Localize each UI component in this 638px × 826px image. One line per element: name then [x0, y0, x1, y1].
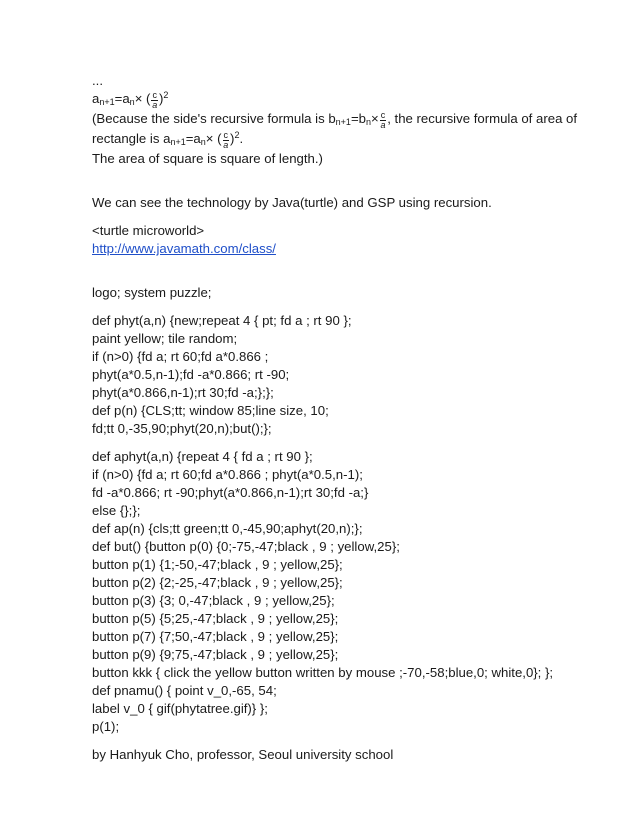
technology-line: We can see the technology by Java(turtle) and GSP using recursion.: [92, 195, 492, 210]
javamath-link[interactable]: http://www.javamath.com/class/: [92, 241, 276, 256]
document-page: [92, 72, 578, 764]
code-line: def phyt(a,n) {new;repeat 4 { pt; fd a ; rt 90 };: [92, 313, 352, 328]
code-line: phyt(a*0.5,n-1);fd -a*0.866; rt -90;: [92, 367, 290, 382]
formula-frac-den: a: [152, 100, 158, 110]
code-line: button p(2) {2;-25,-47;black , 9 ; yellow,25};: [92, 575, 343, 590]
spacer: [92, 736, 562, 746]
formula-frac-num: c: [152, 90, 157, 100]
explanation-2-mid: =a: [185, 131, 201, 146]
explanation-1-prefix: (Because the side's recursive formula is b: [92, 111, 336, 126]
code-line: label v_0 { gif(phytatree.gif)} };: [92, 701, 268, 716]
formula-close: ): [158, 91, 164, 106]
code-line: button p(7) {7;50,-47;black , 9 ; yellow,25};: [92, 629, 339, 644]
recursive-area-formula: [92, 90, 562, 110]
explanation-2-power: 2: [234, 130, 240, 140]
spacer: [92, 302, 562, 312]
explanation-1-mid2: ×: [371, 111, 379, 126]
formula-a1: a: [92, 91, 100, 106]
code-line: else {};};: [92, 503, 141, 518]
explanation-2-frac-den: a: [223, 140, 229, 150]
explanation-1-frac-num: c: [380, 110, 386, 120]
formula-sub-n: n: [129, 97, 135, 107]
explanation-2-times: × (: [205, 131, 222, 146]
turtle-heading: <turtle microworld>: [92, 223, 205, 238]
code-line: paint yellow; tile random;: [92, 331, 238, 346]
code-block-phyt: [92, 312, 562, 438]
explanation-2-sub-n1: n+1: [170, 137, 186, 147]
explanation-2-end: .: [239, 131, 244, 146]
explanation-1-mid1: =b: [350, 111, 366, 126]
formula-times: × (: [134, 91, 151, 106]
code-line: def ap(n) {cls;tt green;tt 0,-45,90;aphyt(20,n);};: [92, 521, 363, 536]
spacer: [92, 168, 562, 194]
code-line: def pnamu() { point v_0,-65, 54;: [92, 683, 277, 698]
spacer: [92, 258, 562, 284]
spacer: [92, 212, 562, 222]
explanation-2-prefix: rectangle is a: [92, 131, 171, 146]
explanation-1-sub-n1: n+1: [335, 117, 351, 127]
logo-line: logo; system puzzle;: [92, 285, 212, 300]
formula-fraction: [151, 91, 158, 110]
code-line: fd;tt 0,-35,90;phyt(20,n);but();};: [92, 421, 272, 436]
explanation-1-suffix: , the recursive formula of area of: [387, 111, 578, 126]
code-line: button kkk { click the yellow button written by mouse ;-70,-58;blue,0; white,0}; };: [92, 665, 554, 680]
code-line: def but() {button p(0) {0;-75,-47;black , 9 ; yellow,25};: [92, 539, 400, 554]
explanation-line-3: The area of square is square of length.): [92, 151, 323, 166]
code-line: if (n>0) {fd a; rt 60;fd a*0.866 ;: [92, 349, 269, 364]
code-line: def p(n) {CLS;tt; window 85;line size, 10;: [92, 403, 329, 418]
code-line: button p(3) {3; 0,-47;black , 9 ; yellow,25};: [92, 593, 335, 608]
explanation-2-sub-n: n: [200, 137, 206, 147]
formula-power: 2: [163, 90, 169, 100]
ellipsis-line: ...: [92, 73, 103, 88]
explanation-line-2: [92, 130, 562, 150]
code-line: if (n>0) {fd a; rt 60;fd a*0.866 ; phyt(a*0.5,n-1);: [92, 467, 363, 482]
explanation-2-close: ): [230, 131, 235, 146]
explanation-1-frac-den: a: [380, 120, 386, 130]
code-line: p(1);: [92, 719, 120, 734]
explanation-line-1: [92, 110, 578, 130]
explanation-1-fraction: [380, 111, 387, 130]
formula-a2: a: [122, 91, 130, 106]
code-line: button p(9) {9;75,-47;black , 9 ; yellow,25};: [92, 647, 339, 662]
explanation-2-frac-num: c: [223, 130, 229, 140]
code-block-aphyt: [92, 448, 562, 736]
code-line: phyt(a*0.866,n-1);rt 30;fd -a;};};: [92, 385, 274, 400]
spacer: [92, 438, 562, 448]
code-line: button p(5) {5;25,-47;black , 9 ; yellow,25};: [92, 611, 339, 626]
code-line: def aphyt(a,n) {repeat 4 { fd a ; rt 90 };: [92, 449, 313, 464]
author-line: by Hanhyuk Cho, professor, Seoul university school: [92, 747, 394, 762]
formula-eq: =: [114, 91, 123, 106]
formula-sub-n1: n+1: [99, 97, 115, 107]
code-line: fd -a*0.866; rt -90;phyt(a*0.866,n-1);rt 30;fd -a;}: [92, 485, 369, 500]
explanation-1-sub-n: n: [366, 117, 372, 127]
explanation-2-fraction: [223, 131, 230, 150]
code-line: button p(1) {1;-50,-47;black , 9 ; yellow,25};: [92, 557, 343, 572]
